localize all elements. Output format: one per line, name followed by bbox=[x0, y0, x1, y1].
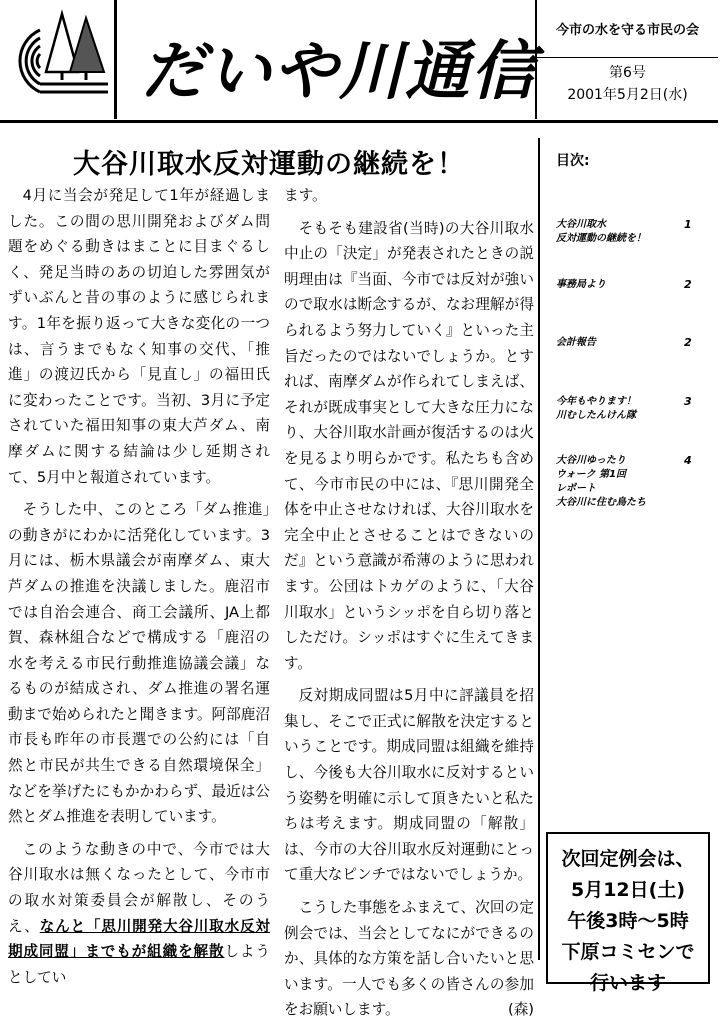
column-divider bbox=[538, 138, 540, 960]
newsletter-title: だいや川通信 bbox=[141, 34, 537, 109]
paragraph: このような動きの中で、今市では大谷川取水は無くなったとして、今市市の取水対策委員会が解散し、そのうえ、なんと「思川開発大谷川取水反対期成同盟」までもが組織を解散しようとしてい bbox=[8, 840, 270, 986]
paragraph: ます。 bbox=[284, 187, 327, 204]
toc-item[interactable]: 事務局より 2 bbox=[556, 278, 692, 291]
toc-item[interactable]: 大谷川ゆったり ウォーク 第1回 レポート 大谷川に住む鳥たち 4 bbox=[556, 454, 692, 508]
paragraph: 4月に当会が発足して1年が経過しました。この間の思川開発およびダム問題をめぐる動きはまことに目まぐるしく、発足当時のあの切迫した雰囲気がずいぶんと昔の事のように感じられます。1年を振り返って大きな変化の一つは、言うまでもなく知事の交代、「推進」の渡辺氏から「見直し」の福田氏に変わったことです。当初、3月に予定されていた福田知事の東大芦ダム、南摩ダムに関する結論は少し延期されて、5月中と報道されています。 bbox=[8, 187, 270, 486]
paragraph: こうした事態をふまえて、次回の定例会では、当会としてなにができるのか、具体的な方策を話し合いたいと思います。一人でも多くの皆さんの参加をお願いします。 (森) bbox=[284, 895, 534, 1023]
toc-page: 1 bbox=[684, 218, 692, 231]
article-column-2 bbox=[284, 183, 534, 1030]
logo bbox=[0, 0, 117, 119]
issue-date: 2001年5月2日(水) bbox=[567, 87, 688, 103]
toc-page: 4 bbox=[684, 454, 692, 467]
author-initial: (森) bbox=[508, 1001, 534, 1019]
article-column-1 bbox=[8, 183, 270, 997]
issue-info bbox=[537, 62, 718, 106]
toc-item[interactable]: 会計報告 2 bbox=[556, 336, 692, 349]
organization-name: 今市の水を守る市民の会 bbox=[537, 0, 718, 58]
toc-title: 目次: bbox=[556, 153, 590, 169]
emphasis-text: なんと「思川開発大谷川取水反対期成同盟」までもが組織を解散 bbox=[8, 917, 270, 961]
paragraph: そうした中、このところ「ダム推進」の動きがにわかに活発化しています。3月には、栃木県議会が南摩ダム、東大芦ダムの推進を決議しました。鹿沼市では自治会連合、商工会議所、JA上都賀、森林組合などで構成する「鹿沼の水を考える市民行動推進協議会議」なるものが結成され、ダム推進の署名運動まで始められたと聞きます。阿部鹿沼市長も昨年の市長選での公約には「自然と市民が共生できる自然環境保全」などを挙げたにもかかわらず、最近は公然とダム推進を表明しています。 bbox=[8, 501, 270, 826]
info-box bbox=[537, 0, 718, 119]
paragraph: そもそも建設省(当時)の大谷川取水中止の「決定」が発表されたときの説明理由は『当面、今市では反対が強いので取水は断念するが、なお理解が得られるよう努力していく』といった主旨だったのではないでしょうか。とすれば、南摩ダムが作られてしまえば、それが既成事実として大きな圧力になり、大谷川取水計画が復活するのは火を見るより明らかです。私たちも含めて、今市市民の中には、『思川開発全体を中止させなければ、大谷川取水を完全中止とさせることはできないのだ』という意識が希薄のように思われます。公団はトカゲのように、「大谷川取水」というシッポを自ら切り落としただけ。シッポはすぐに生えてきます。 bbox=[284, 219, 534, 672]
paragraph: 反対期成同盟は5月中に評議員を招集し、そこで正式に解散を決定するということです。期成同盟は組織を維持し、今後も大谷川取水に反対するという姿勢を明確に示して頂きたいと私たちは考えます。期成同盟の「解散」は、今市の大谷川取水反対運動にとって重大なピンチではないでしょうか。 bbox=[284, 687, 534, 884]
headline: 大谷川取水反対運動の継続を！ bbox=[73, 149, 465, 180]
masthead bbox=[0, 0, 718, 123]
toc-page: 2 bbox=[684, 336, 692, 349]
title-box bbox=[117, 0, 537, 119]
tree-logo-icon bbox=[0, 0, 114, 119]
toc-page: 2 bbox=[684, 278, 692, 291]
toc-item[interactable]: 大谷川取水 反対運動の継続を！ 1 bbox=[556, 218, 692, 244]
toc-item[interactable]: 今年もやります！ 川むしたんけん隊 3 bbox=[556, 395, 692, 421]
toc-page: 3 bbox=[684, 395, 692, 408]
meeting-notice: 次回定例会は、 5月12日(土) 午後3時～5時 下原コミセンで 行います bbox=[546, 832, 710, 984]
issue-number: 第6号 bbox=[609, 65, 646, 81]
